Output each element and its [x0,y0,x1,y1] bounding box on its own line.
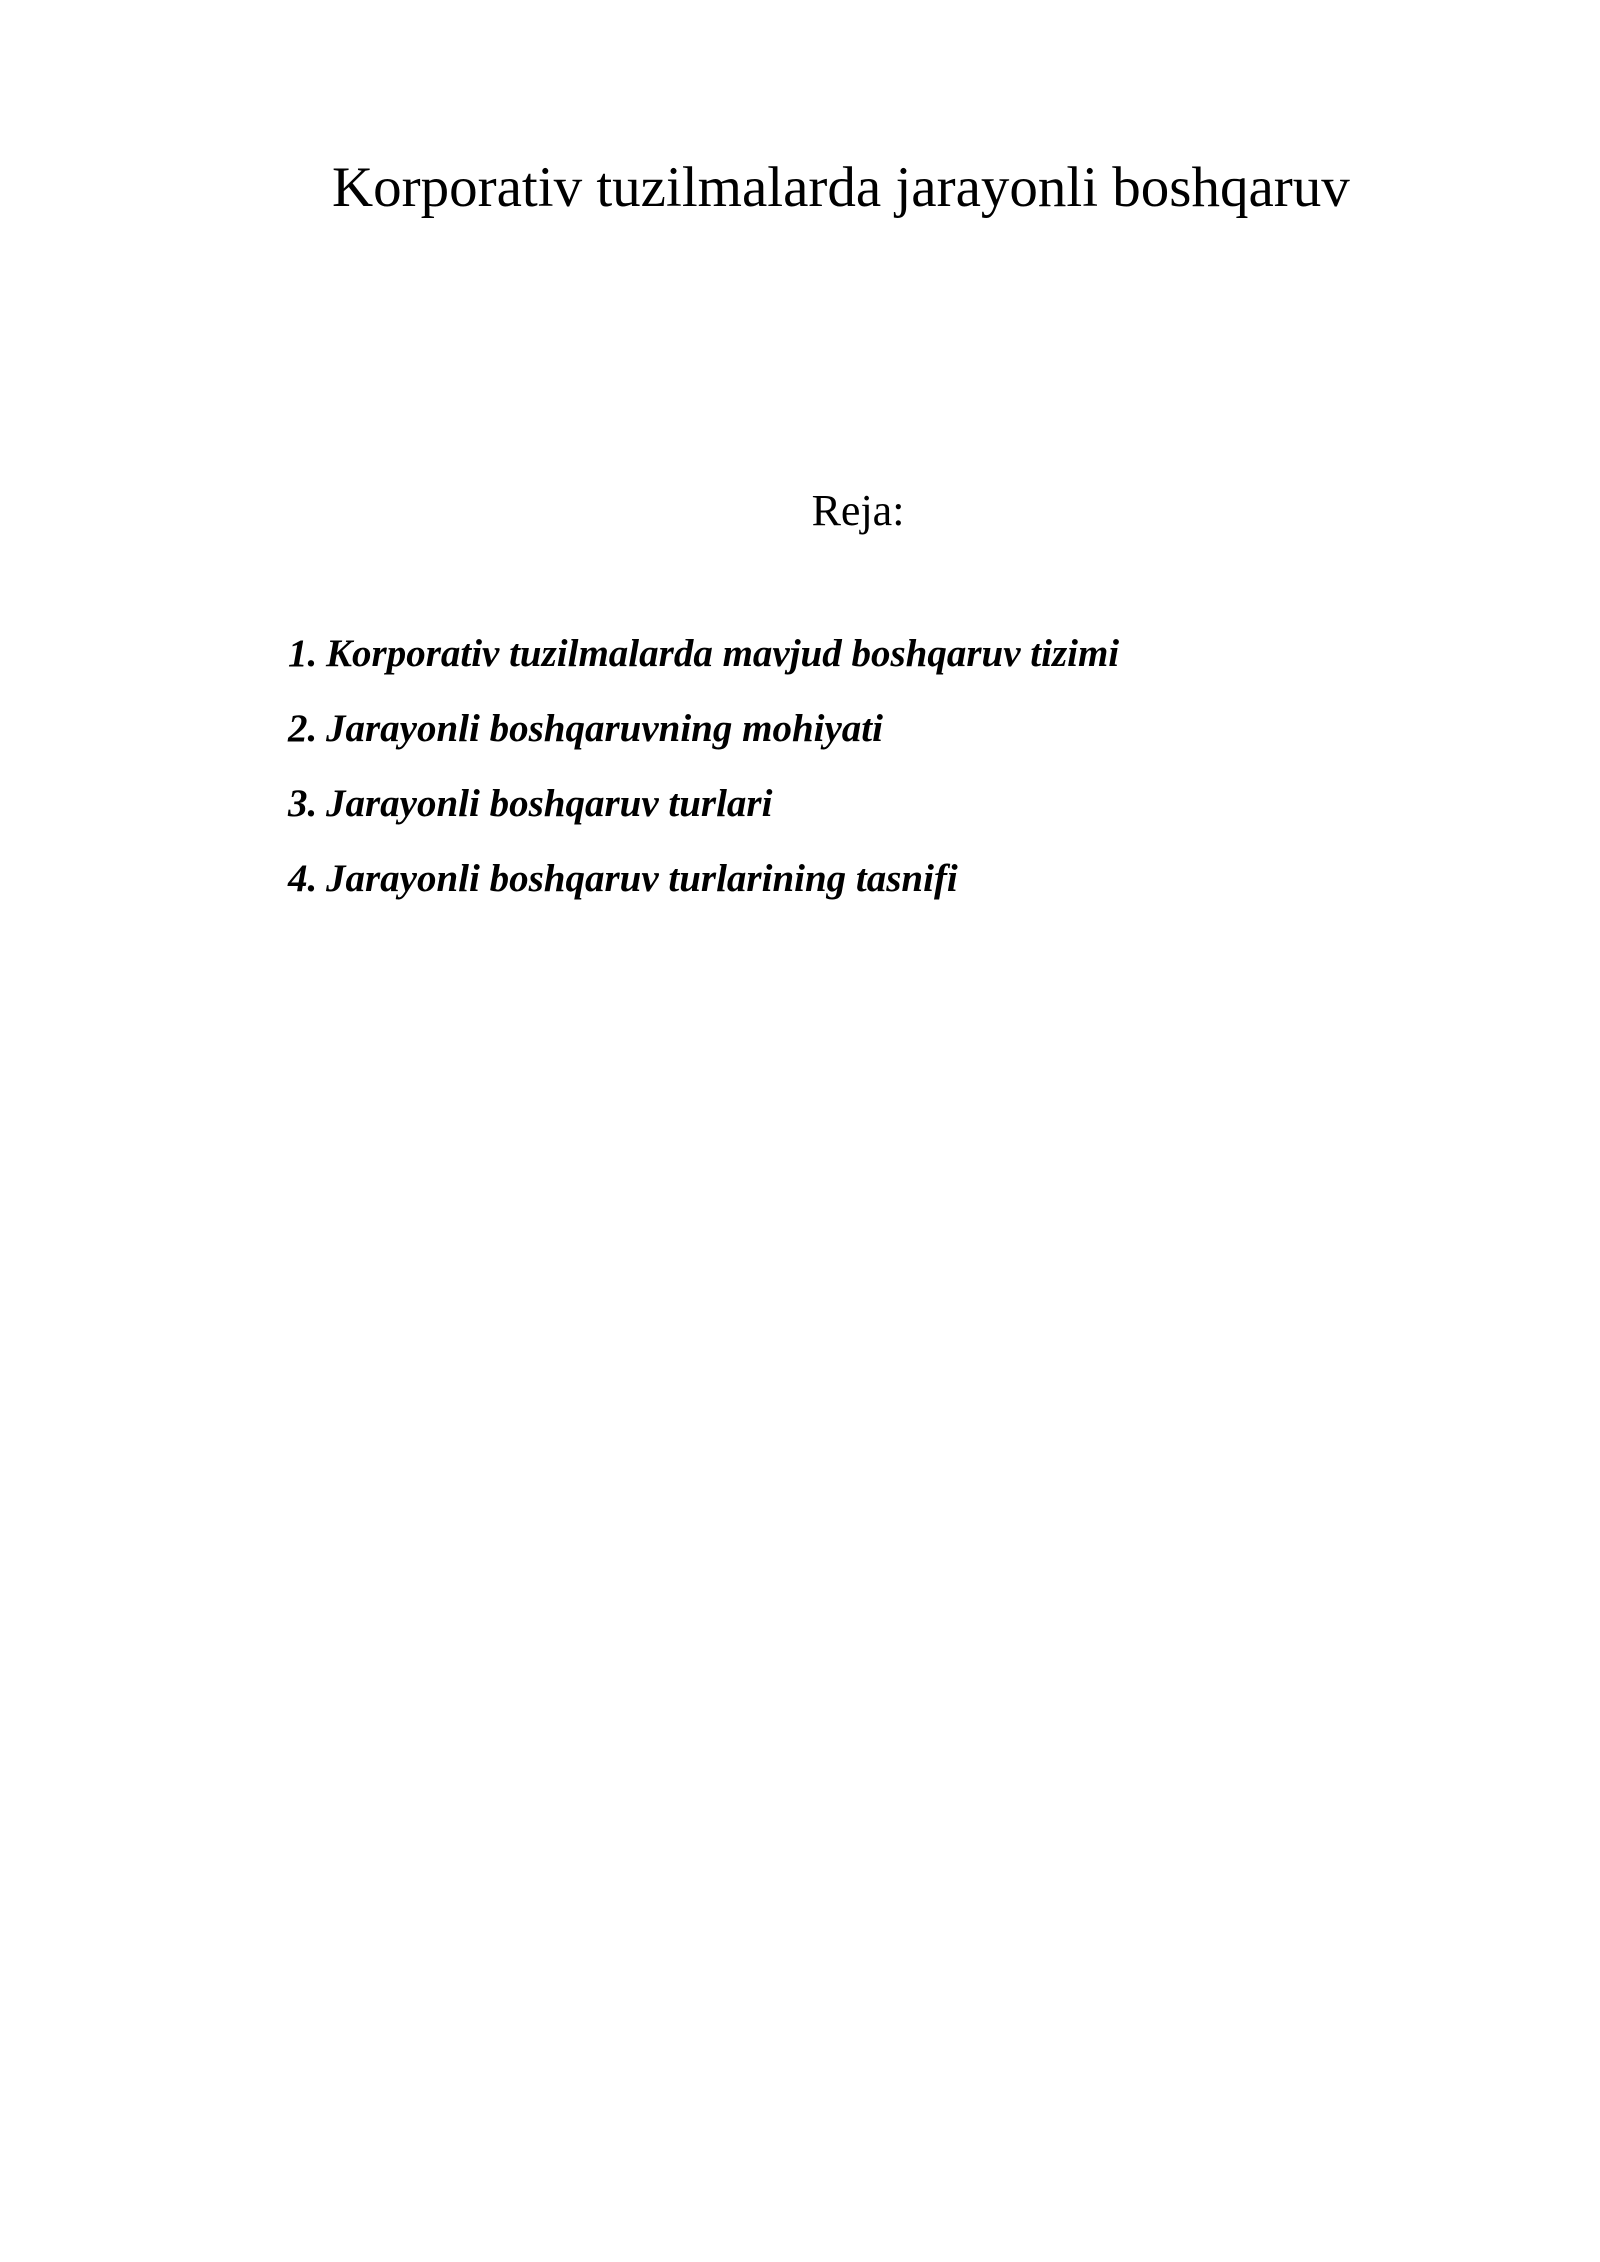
plan-heading: Reja: [811,486,905,535]
document-title: Korporativ tuzilmalarda jarayonli boshqaruv [332,156,1350,219]
plan-item-number: 2. [288,707,318,750]
plan-item-number: 4. [288,857,318,900]
plan-item-text: Jarayonli boshqaruv turlari [326,782,773,825]
plan-item [288,779,1119,854]
plan-item [288,629,1119,704]
plan-item-number: 1. [288,632,318,675]
plan-item-text: Jarayonli boshqaruvning mohiyati [326,707,883,750]
plan-item-text: Jarayonli boshqaruv turlarining tasnifi [326,857,958,900]
plan-item [288,704,1119,779]
plan-item-number: 3. [288,782,318,825]
plan-item [288,854,1119,929]
plan-list [288,629,1119,929]
plan-item-text: Korporativ tuzilmalarda mavjud boshqaruv tizimi [326,632,1120,675]
